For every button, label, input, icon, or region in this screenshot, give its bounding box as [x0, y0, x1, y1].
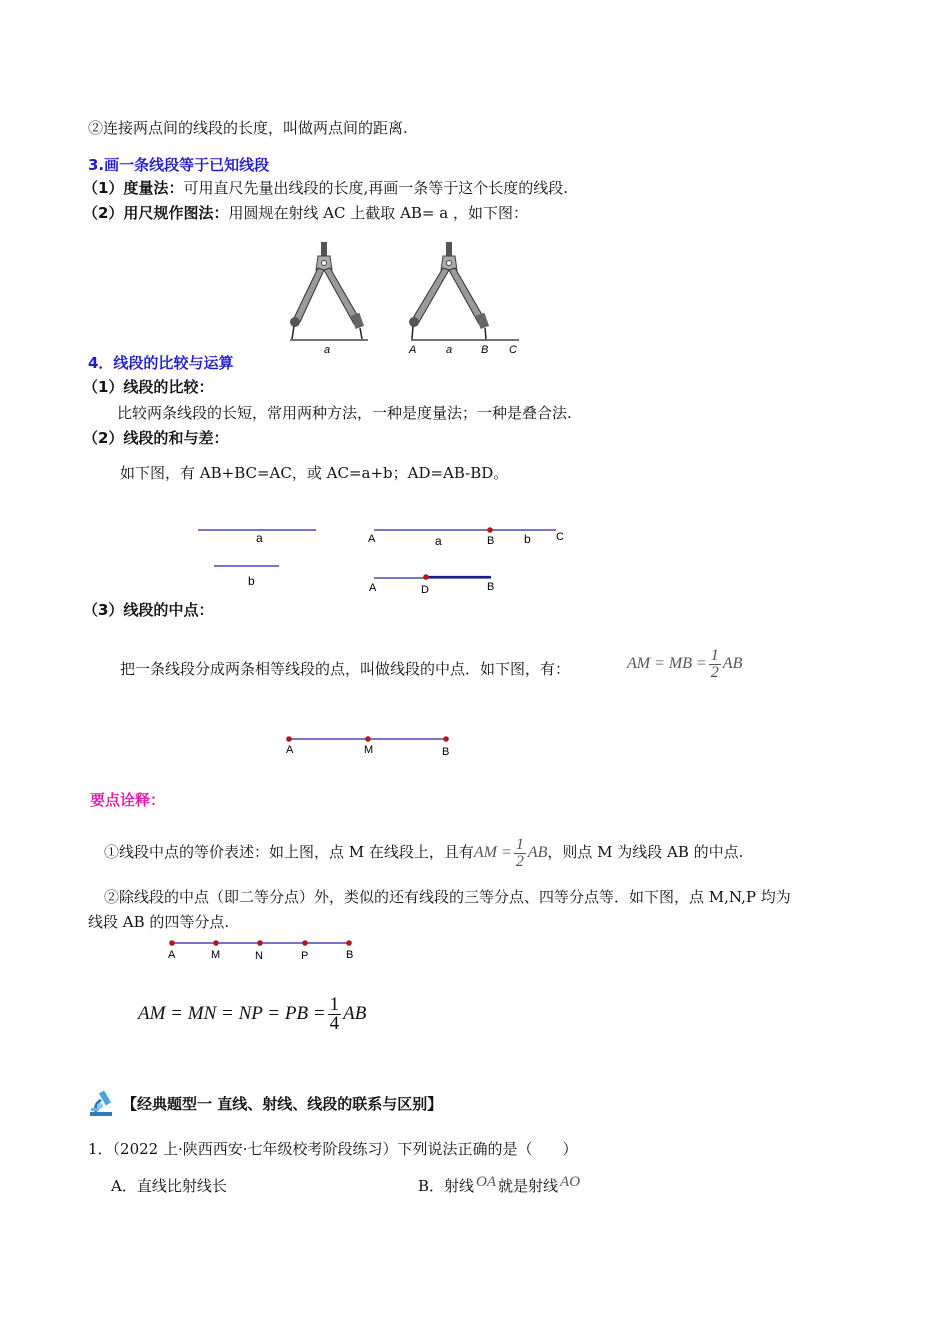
note-1-formula — [473, 836, 548, 870]
note-1-lhs: AM = — [473, 844, 512, 862]
section-heading: 【经典题型一 直线、射线、线段的联系与区别】 — [122, 1095, 443, 1113]
note-title: 要点诠释： — [90, 791, 166, 809]
q-label-M: M — [211, 949, 221, 961]
compare-label: （1）线段的比较： — [83, 378, 214, 396]
compass-2-label-A: A — [409, 344, 417, 356]
midpoint-text: 把一条线段分成两条相等线段的点，叫做线段的中点．如下图，有： — [120, 660, 571, 678]
q-point-A — [169, 940, 175, 946]
compass-2-label-a: a — [446, 344, 453, 356]
sum-diff-label: （2）线段的和与差： — [83, 429, 229, 447]
sum-diff-text: 如下图，有 AB+BC=AC，或 AC=a+b；AD=AB-BD。 — [120, 464, 509, 482]
quarter-formula-ab: AB — [343, 1002, 367, 1024]
q-label-N: N — [255, 950, 263, 962]
mid-label-M: M — [364, 744, 374, 756]
label-a: a — [256, 531, 263, 545]
method-1-text: 可用直尺先量出线段的长度,再画一条等于这个长度的线段. — [183, 179, 568, 197]
note-2-line-1: ②除线段的中点（即二等分点）外，类似的还有线段的三等分点、四等分点等．如下图，点 M,N,P 均为 — [104, 888, 791, 906]
quarter-formula — [138, 996, 366, 1033]
q-point-B — [346, 940, 352, 946]
compass-2 — [408, 242, 519, 356]
frac-den: 2 — [710, 664, 719, 681]
option-b-ao: AO — [560, 1174, 581, 1190]
mid-label-B: B — [442, 746, 450, 758]
option-a[interactable]: A．直线比射线长 — [111, 1177, 227, 1195]
note-1-b: ，则点 M 为线段 AB 的中点. — [547, 843, 744, 862]
point-M — [365, 736, 371, 742]
label-b: b — [248, 574, 255, 588]
midpoint-figure — [280, 730, 460, 760]
note-2-line-2: 线段 AB 的四等分点. — [88, 913, 230, 931]
option-b-oa: OA — [476, 1174, 497, 1190]
compass-1 — [290, 242, 368, 356]
quarter-formula-lhs: AM = MN = NP = PB = — [138, 1002, 326, 1024]
midpoint-formula-lhs: AM = MB = — [627, 655, 707, 673]
compass-figure — [280, 236, 530, 360]
point-D — [423, 574, 429, 580]
label-a-upper: a — [435, 534, 442, 548]
point-B — [443, 736, 449, 742]
option-b-b: 就是射线 — [498, 1177, 559, 1195]
heading-3: 3.画一条线段等于已知线段 — [88, 156, 270, 174]
q-point-P — [302, 940, 308, 946]
note-1-den: 2 — [515, 853, 524, 870]
q-label-P: P — [301, 950, 309, 962]
midpoint-label: （3）线段的中点： — [83, 601, 214, 619]
note-1-num: 1 — [515, 836, 524, 853]
fraction-half — [709, 648, 721, 681]
heading-4: 4．线段的比较与运算 — [88, 354, 234, 372]
label-B-upper: B — [487, 535, 495, 547]
midpoint-formula-ab: AB — [722, 655, 743, 673]
frac-num: 1 — [710, 647, 719, 664]
q-point-M — [213, 940, 219, 946]
method-2 — [83, 203, 528, 223]
label-b-upper: b — [524, 532, 531, 546]
label-A-upper: A — [368, 533, 376, 545]
method-1 — [83, 178, 568, 198]
microscope-icon — [88, 1088, 120, 1118]
point-B-upper — [487, 527, 493, 533]
quarter-num: 1 — [329, 994, 340, 1015]
option-b-a: B．射线 — [418, 1177, 475, 1195]
compass-2-label-B: B — [481, 344, 489, 356]
quarter-fraction — [328, 996, 342, 1033]
label-A-lower: A — [369, 582, 377, 594]
note-1 — [104, 837, 743, 870]
label-D: D — [421, 584, 429, 596]
label-C-upper: C — [556, 531, 564, 543]
point-A — [286, 736, 292, 742]
note-1-fraction — [514, 837, 526, 870]
sum-diff-figure — [190, 518, 580, 600]
distance-text: ②连接两点间的线段的长度，叫做两点间的距离. — [88, 119, 408, 137]
quarter-figure — [160, 934, 360, 962]
q-label-B: B — [346, 949, 354, 961]
label-B-lower: B — [487, 581, 495, 593]
q-label-A: A — [168, 949, 176, 961]
note-1-ab: AB — [527, 844, 548, 862]
method-2-label: （2）用尺规作图法： — [83, 204, 229, 222]
compass-2-label-C: C — [509, 344, 517, 356]
q-point-N — [257, 940, 263, 946]
compass-1-label-a: a — [324, 344, 331, 356]
mid-label-A: A — [286, 744, 294, 756]
question-1: 1．（2022 上·陕西西安·七年级校考阶段练习）下列说法正确的是（ ） — [88, 1140, 578, 1158]
note-1-a: ①线段中点的等价表述：如上图，点 M 在线段上，且有 — [104, 843, 474, 862]
midpoint-formula — [627, 648, 742, 681]
method-1-label: （1）度量法： — [83, 179, 184, 197]
compare-text: 比较两条线段的长短，常用两种方法，一种是度量法；一种是叠合法. — [117, 404, 572, 422]
option-b[interactable] — [418, 1176, 582, 1197]
method-2-text: 用圆规在射线 AC 上截取 AB= a ，如下图： — [228, 204, 528, 222]
quarter-den: 4 — [329, 1013, 340, 1034]
